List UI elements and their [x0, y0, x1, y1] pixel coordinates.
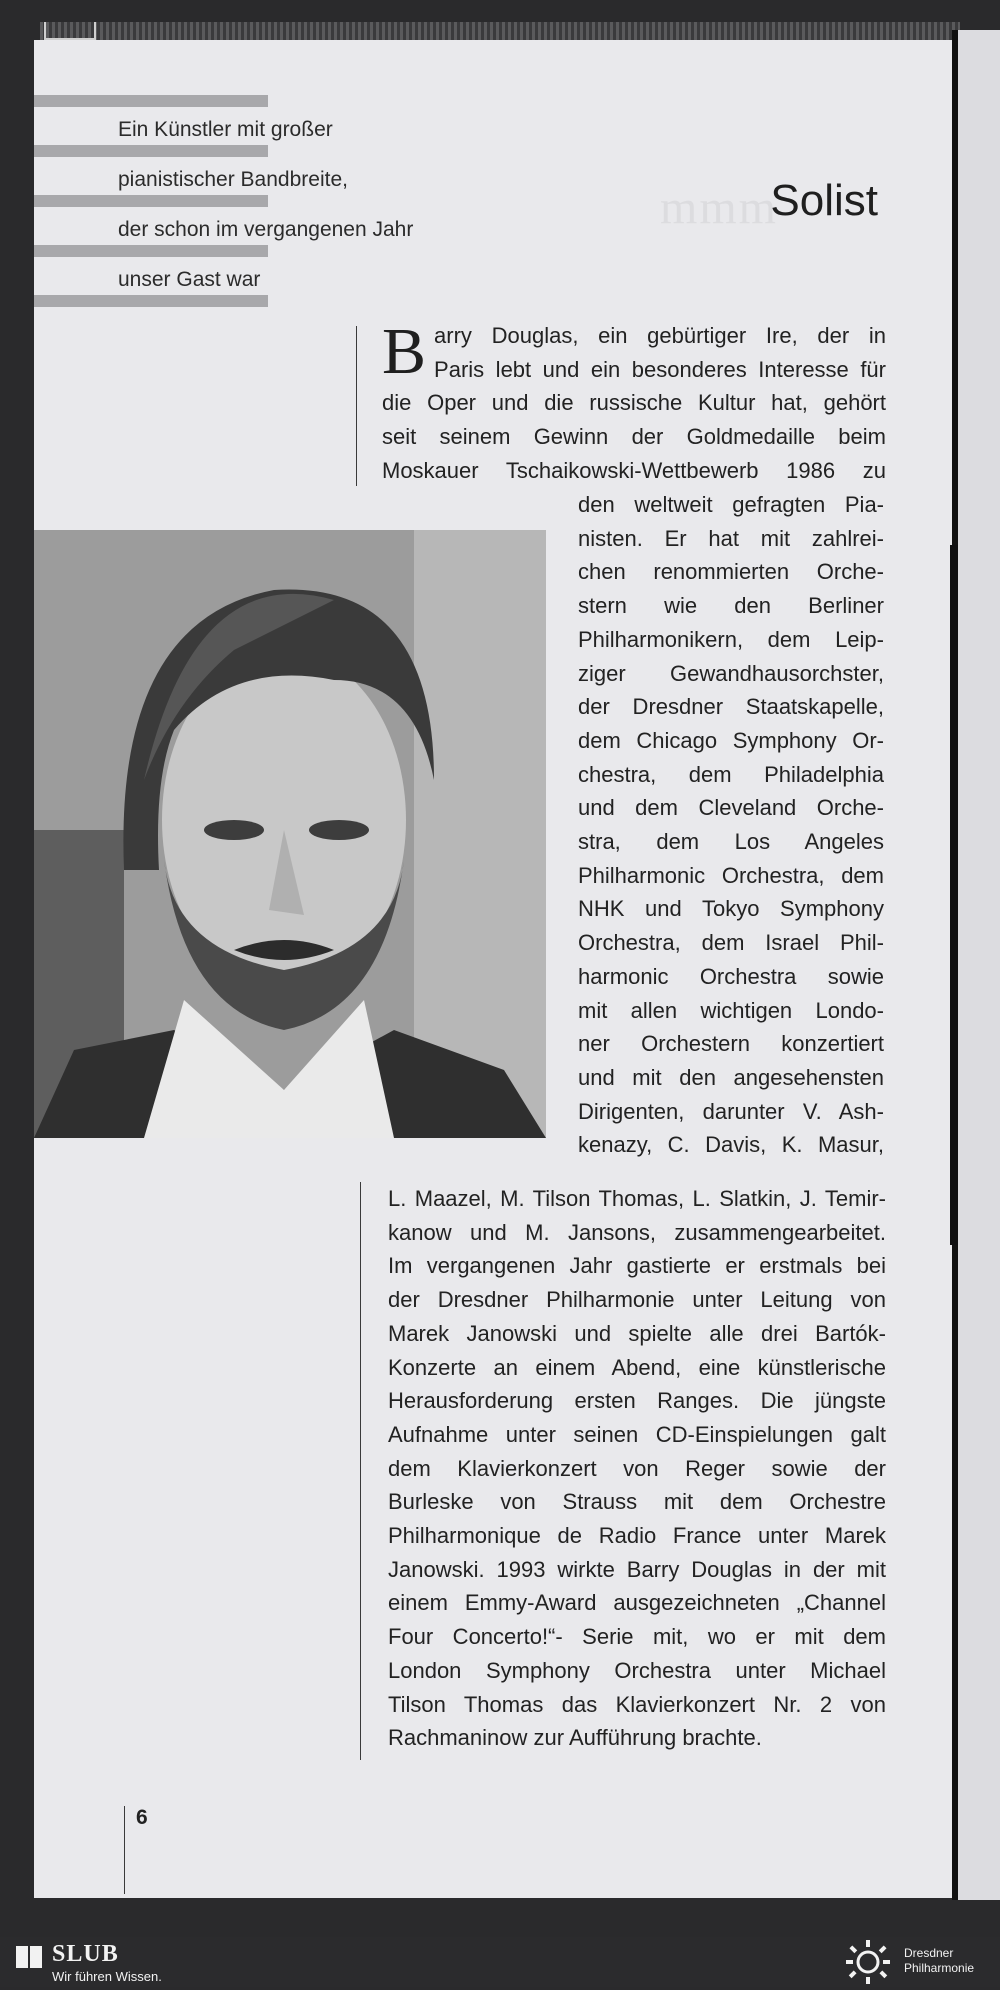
text-line: Philharmonikern, dem Leip- [578, 626, 884, 652]
text-line: ner Orchestern konzertiert [578, 1031, 884, 1057]
text-line: Konzerte an einem Abend, eine künstlerische [388, 1354, 886, 1380]
text-line: dem Klavierkonzert von Reger sowie der [388, 1455, 886, 1481]
bleed-through-shadow: mmm [660, 181, 779, 234]
text-line: und dem Cleveland Orche- [578, 795, 884, 821]
text-line: der Dresdner Staatskapelle, [578, 694, 884, 720]
tagline-line: pianistischer Bandbreite, [118, 168, 348, 191]
drop-cap: B [382, 315, 427, 388]
column-rule [356, 326, 357, 486]
text-line: Tilson Thomas das Klavierkonzert Nr. 2 von [388, 1691, 886, 1717]
text-line: Philharmonique de Radio France unter Marek [388, 1523, 886, 1549]
book-icon [14, 1942, 44, 1977]
text-line: kanow und M. Jansons, zusammengearbeitet. [388, 1219, 886, 1245]
partner-name[interactable] [904, 1946, 1000, 1976]
tagline-line: unser Gast war [118, 268, 261, 291]
text-line: Rachmaninow zur Aufführung brachte. [388, 1725, 762, 1751]
text-line: chen renommierten Orche- [578, 559, 884, 585]
text-line: Orchestra, dem Israel Phil- [578, 930, 884, 956]
viewer-footer [0, 1937, 1000, 1987]
text-line: NHK und Tokyo Symphony [578, 896, 884, 922]
text-line: Aufnahme unter seinen CD-Einspielungen galt [388, 1421, 886, 1447]
scan-corner-mark [44, 22, 96, 40]
text-line: die Oper und die russische Kultur hat, gehört [382, 390, 886, 416]
page-edge-shadow [950, 545, 958, 1245]
intro-lines [382, 315, 886, 488]
text-line: Janowski. 1993 wirkte Barry Douglas in der mit [388, 1556, 886, 1582]
text-line: Dirigenten, darunter V. Ash- [578, 1098, 884, 1124]
text-line: kenazy, C. Davis, K. Masur, [578, 1132, 884, 1158]
article-narrow-column [578, 488, 884, 1162]
text-line: London Symphony Orchestra unter Michael [388, 1657, 886, 1683]
text-line: chestra, dem Philadelphia [578, 761, 884, 787]
page-number: 6 [136, 1806, 148, 1829]
text-line: den weltweit gefragten Pia- [578, 492, 884, 517]
text-line: seit seinem Gewinn der Goldmedaille beim [382, 424, 886, 450]
article-wide-column [388, 1182, 886, 1755]
section-title: Solist [770, 176, 878, 225]
text-line: Marek Janowski und spielte alle drei Bartók- [388, 1320, 886, 1346]
text-line: harmonic Orchestra sowie [578, 963, 884, 989]
text-line: Herausforderung ersten Ranges. Die jüngste [388, 1388, 886, 1414]
text-line: einem Emmy-Award ausgezeichneten „Channel [388, 1590, 886, 1616]
footer-rule [124, 1806, 125, 1894]
library-claim: Wir führen Wissen. [52, 1969, 162, 1984]
text-line: L. Maazel, M. Tilson Thomas, L. Slatkin, J. Temir- [388, 1186, 886, 1211]
text-line: mit allen wichtigen Londo- [578, 997, 884, 1023]
column-rule [360, 1182, 361, 1760]
text-line: stra, dem Los Angeles [578, 829, 884, 855]
scan-border [40, 22, 960, 40]
text-line: der Dresdner Philharmonie unter Leitung von [388, 1287, 886, 1313]
sunburst-logo-icon [840, 1939, 896, 1990]
text-line: dem Chicago Symphony Or- [578, 727, 884, 753]
text-line: Burleske von Strauss mit dem Orchestre [388, 1489, 886, 1515]
text-line: Im vergangenen Jahr gastierte er erstmals bei [388, 1253, 886, 1279]
narrow-lines [578, 488, 884, 1162]
text-line: und mit den angesehensten [578, 1064, 884, 1090]
text-line: Philharmonic Orchestra, dem [578, 862, 884, 888]
portrait-illustration [34, 530, 546, 1138]
text-line: Paris lebt und ein besonderes Interesse für [434, 356, 886, 382]
wide-lines [388, 1182, 886, 1755]
tagline-line: der schon im vergangenen Jahr [118, 218, 414, 241]
next-page-edge [952, 30, 1000, 1900]
text-line: Four Concerto!“- Serie mit, wo er mit dem [388, 1624, 886, 1650]
portrait-photo [34, 530, 546, 1138]
article-intro [382, 315, 886, 488]
text-line: Moskauer Tschaikowski-Wettbewerb 1986 zu [382, 457, 886, 483]
library-name[interactable]: SLUB [52, 1941, 119, 1967]
tagline-line: Ein Künstler mit großer [118, 118, 333, 141]
partner-name-line: Dresdner [904, 1946, 954, 1960]
text-line: arry Douglas, ein gebürtiger Ire, der in [434, 323, 886, 348]
text-line: ziger Gewandhausorchster, [578, 660, 884, 686]
partner-name-line: Philharmonie [904, 1961, 975, 1975]
text-line: nisten. Er hat mit zahlrei- [578, 525, 884, 551]
text-line: stern wie den Berliner [578, 593, 884, 619]
